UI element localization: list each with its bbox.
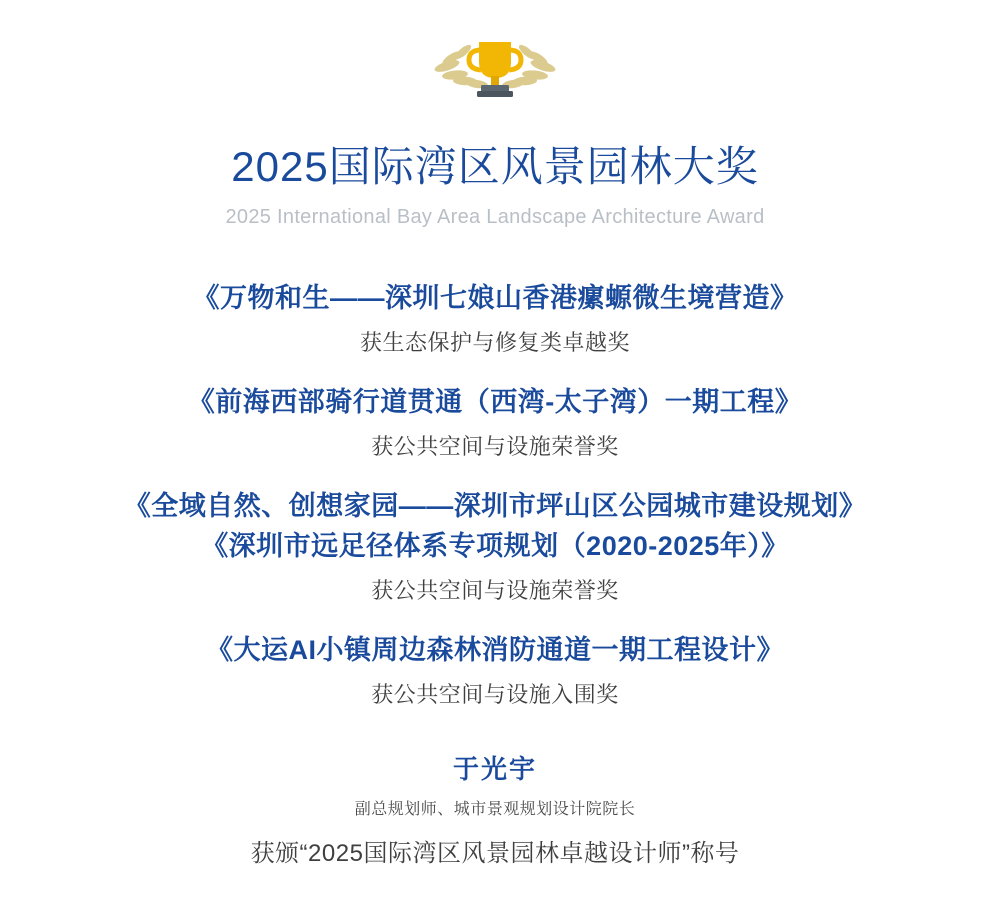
award-title-secondary: 《深圳市远足径体系专项规划（2020-2025年）》 [201,530,789,561]
award-item [0,383,990,461]
awards-list [0,279,990,735]
award-title: 《万物和生——深圳七娘山香港瘰螈微生境营造》 [192,283,798,314]
award-item [0,631,990,709]
person-role: 副总规划师、城市景观规划设计院院长 [354,800,636,818]
award-item [0,487,990,604]
award-category: 获公共空间与设施入围奖 [371,681,619,707]
trophy-with-laurel-icon [395,30,595,102]
page-subtitle: 2025 International Bay Area Landscape Architecture Award [225,206,765,229]
award-title: 《大运AI小镇周边森林消防通道一期工程设计》 [206,634,784,665]
page-title: 2025国际湾区风景园林大奖 [231,143,759,190]
award-category: 获公共空间与设施荣誉奖 [371,434,619,460]
award-category: 获公共空间与设施荣誉奖 [371,577,619,603]
award-title: 《前海西部骑行道贯通（西湾-太子湾）一期工程》 [187,387,803,418]
honored-person [0,749,990,868]
person-name: 于光宇 [452,753,537,784]
award-title: 《全域自然、创想家园——深圳市坪山区公园城市建设规划》 [123,491,867,522]
person-honor: 获颁“2025国际湾区风景园林卓越设计师”称号 [250,839,740,867]
award-category: 获生态保护与修复类卓越奖 [359,330,630,356]
award-item [0,279,990,357]
